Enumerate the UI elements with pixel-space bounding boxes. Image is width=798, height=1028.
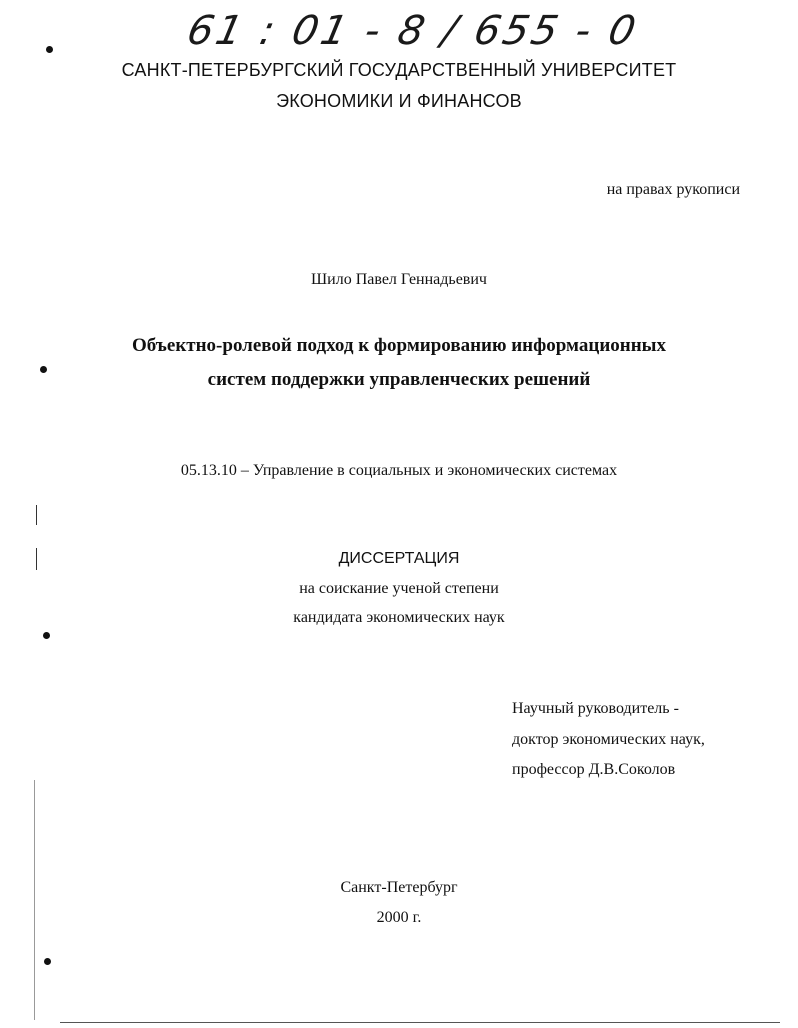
specialty-code: 05.13.10 – Управление в социальных и экономических системах	[180, 462, 618, 479]
scan-dot-1	[46, 46, 53, 53]
scan-margin-mark-3	[34, 780, 35, 1020]
scan-dot-3	[43, 632, 50, 639]
author-name: Шило Павел Геннадьевич	[311, 271, 487, 288]
rights-note: на правах рукописи	[606, 181, 740, 198]
footer-city: Санкт-Петербург	[340, 879, 458, 896]
university-name-line2: ЭКОНОМИКИ И ФИНАНСОВ	[276, 91, 522, 111]
dissertation-heading: ДИССЕРТАЦИЯ	[338, 550, 460, 567]
supervisor-line2: доктор экономических наук,	[512, 731, 705, 748]
degree-line2: кандидата экономических наук	[293, 609, 505, 626]
scan-margin-mark-1	[36, 505, 37, 525]
degree-line1: на соискание ученой степени	[299, 580, 499, 597]
supervisor-line3: профессор Д.В.Соколов	[512, 761, 676, 778]
dissertation-title-line2: систем поддержки управленческих решений	[207, 369, 591, 390]
supervisor-line1: Научный руководитель -	[512, 700, 679, 717]
scan-dot-4	[44, 958, 51, 965]
scan-bottom-edge	[60, 1022, 780, 1023]
university-name-line1: САНКТ-ПЕТЕРБУРГСКИЙ ГОСУДАРСТВЕННЫЙ УНИВЕРСИТЕТ	[121, 60, 677, 80]
footer-year: 2000 г.	[376, 909, 422, 926]
handwritten-archive-code: 61 : 01 - 8 / 655 - 0	[183, 8, 643, 54]
dissertation-title-line1: Объектно-ролевой подход к формированию информационных	[132, 335, 666, 356]
